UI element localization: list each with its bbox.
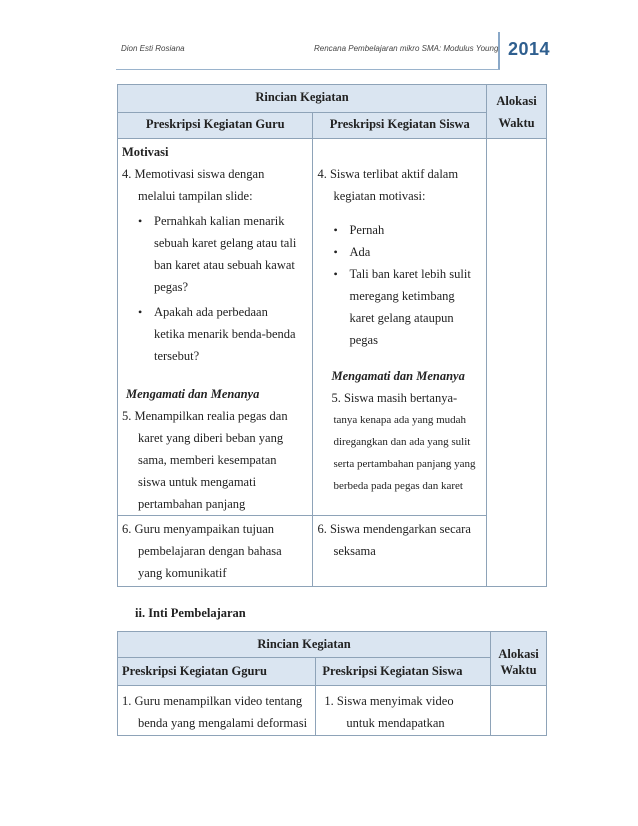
student-step5-l3: diregangkan dan ada yang sulit [333,436,471,448]
student-step6-l1: 6. Siswa mendengarkan secara [317,522,471,536]
teacher-mengamati-title: Mengamati dan Menanya [126,387,260,401]
table1-teacher-step6-cell [118,516,313,587]
table2-title: Rincian Kegiatan [118,632,491,658]
table1-col-student: Preskripsi Kegiatan Siswa [313,113,487,139]
table2-col-teacher: Preskripsi Kegiatan Gguru [118,658,316,686]
student-step4-l1: 4. Siswa terlibat aktif dalam [317,167,459,181]
table2-alloc-line1: Alokasi [498,647,539,661]
table1-student-step6-cell [313,516,487,587]
table2-student-cell [316,686,491,736]
teacher-step5-l2: karet yang diberi beban yang [138,431,284,445]
table2-teacher-step1-l2: benda yang mengalami deformasi [138,716,308,730]
teacher-step5-l1: 5. Menampilkan realia pegas dan [122,409,288,423]
header-doc-title: Rencana Pembelajaran mikro SMA: Modulus Young [314,44,499,53]
table2-allocation-cell [491,686,547,736]
table2-student-step1-l1: 1. Siswa menyimak video [324,694,454,708]
teacher-bullet-1: • Pernahkah kalian menarik sebuah karet gelang atau tali ban karet atau sebuah kawat pegas? [122,210,308,298]
table2-teacher-step1-l1: 1. Guru menampilkan video tentang [122,694,303,708]
teacher-step6-l2: pembelajaran dengan bahasa [138,544,282,558]
activity-table-1 [117,84,547,587]
table1-col-teacher: Preskripsi Kegiatan Guru [118,113,313,139]
header-rule [116,69,500,70]
teacher-bullet-2: • Apakah ada perbedaan ketika menarik benda-benda tersebut? [122,301,308,367]
teacher-step5-l5: pertambahan panjang [138,497,246,511]
teacher-step5-l4: siswa untuk mengamati [138,475,257,489]
teacher-step4-l2: melalui tampilan slide: [138,189,253,203]
header-year-box [498,32,560,70]
table2-student-step1-l2: untuk mendapatkan [346,716,445,730]
teacher-step6-l3: yang komunikatif [138,566,227,580]
header-year: 2014 [508,39,551,59]
table1-title: Rincian Kegiatan [118,85,487,113]
student-mengamati-title: Mengamati dan Menanya [331,369,465,383]
table2-teacher-cell [118,686,316,736]
student-step5-l4: serta pertambahan panjang yang [333,458,476,470]
teacher-step5-l3: sama, memberi kesempatan [138,453,277,467]
table1-allocation-header [487,85,547,139]
header-author: Dion Esti Rosiana [121,44,185,53]
table1-alloc-line1: Alokasi [496,94,537,108]
teacher-step6-l1: 6. Guru menyampaikan tujuan [122,522,275,536]
table2-alloc-line2: Waktu [500,663,537,677]
student-step5-l2: tanya kenapa ada yang mudah [333,414,467,426]
student-step5-l1: 5. Siswa masih bertanya- [331,391,458,405]
student-bullet-3: • Tali ban karet lebih sulit meregang ketimbang karet gelang ataupun pegas [317,263,482,351]
student-bullet-2: • Ada [317,241,482,263]
table1-teacher-cell [118,139,313,516]
table1-alloc-line2: Waktu [498,116,535,130]
section-title-inti: ii. Inti Pembelajaran [135,606,246,620]
motivasi-label: Motivasi [122,145,169,159]
student-step5-l5: berbeda pada pegas dan karet [333,480,463,492]
student-step4-l2: kegiatan motivasi: [333,189,426,203]
student-step6-l2: seksama [333,544,376,558]
teacher-step4-l1: 4. Memotivasi siswa dengan [122,167,265,181]
table1-allocation-cell [487,139,547,587]
table1-student-cell [313,139,487,516]
table2-allocation-header [491,632,547,686]
table2-col-student: Preskripsi Kegiatan Siswa [316,658,491,686]
student-bullet-1: • Pernah [317,219,482,241]
activity-table-2 [117,631,547,736]
